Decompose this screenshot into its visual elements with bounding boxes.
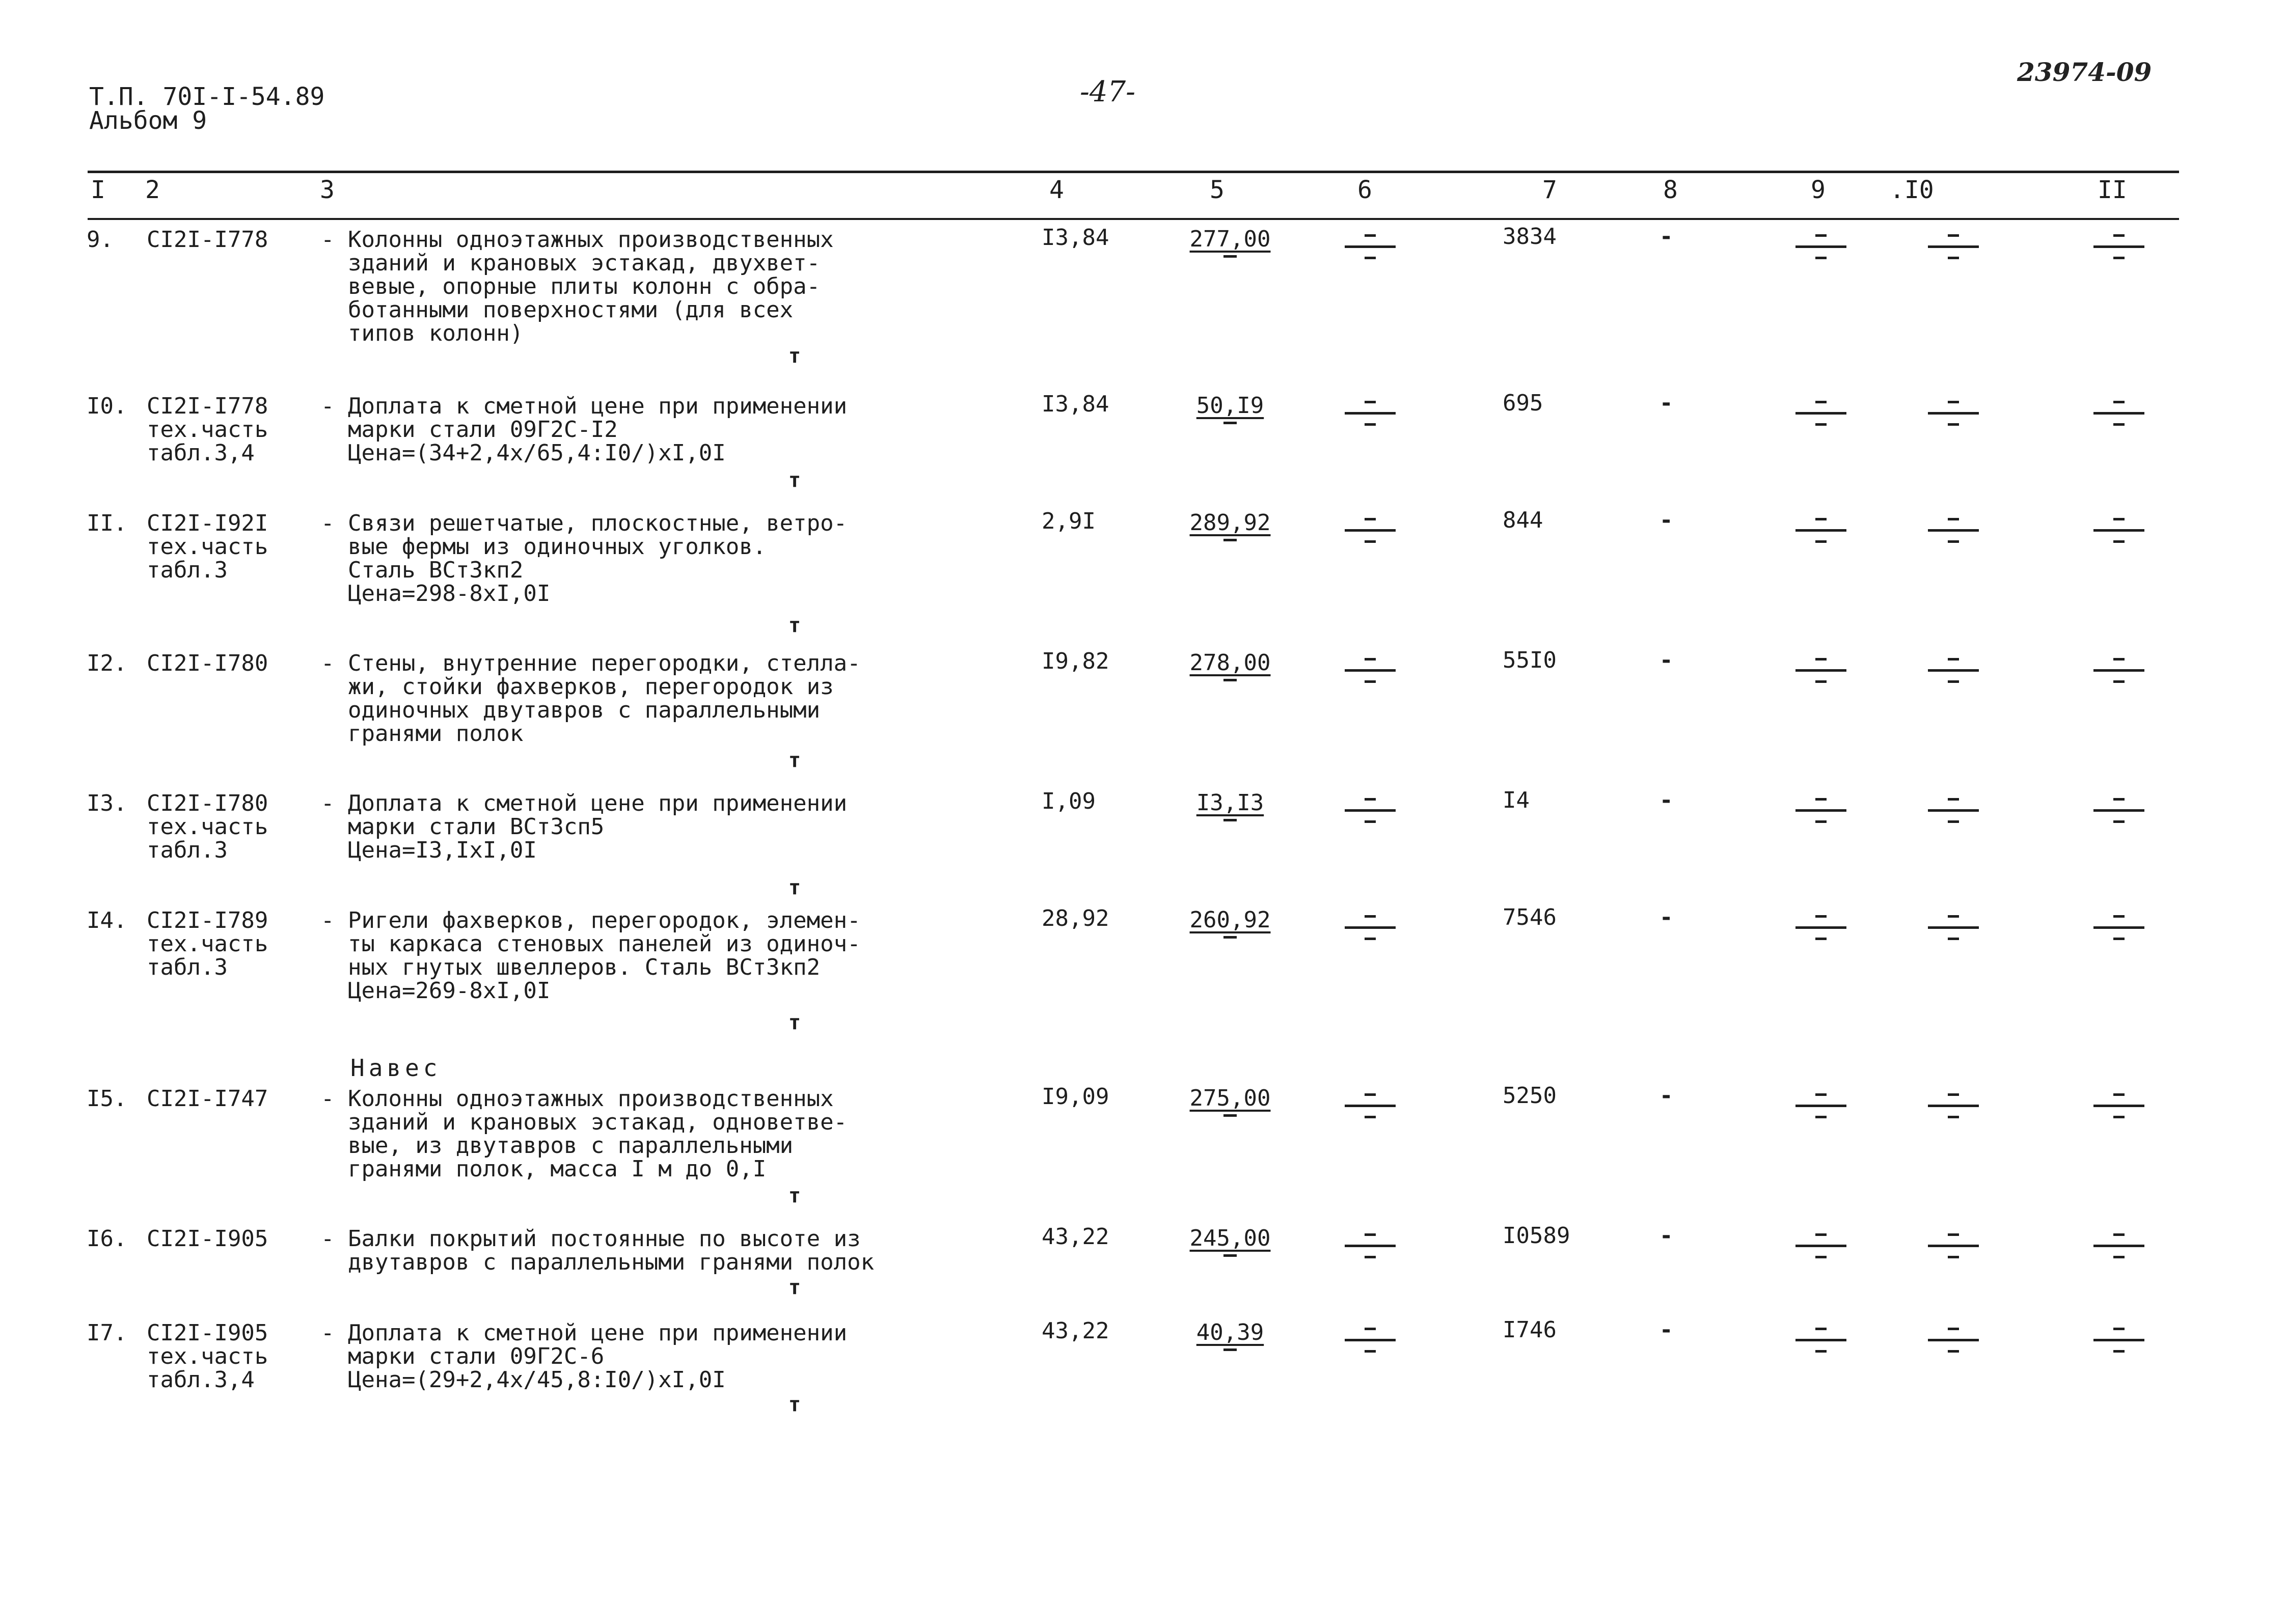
row-description: - Доплата к сметной цене при применении марки стали 09Г2С-I2 Цена=(34+2,4х/65,4:I0/)хI,0I <box>321 393 848 466</box>
row-col7: I4 <box>1503 787 1530 813</box>
divide-sign-icon <box>1928 1091 1979 1127</box>
row-col5-price <box>1177 393 1284 424</box>
divide-sign-icon <box>2093 232 2144 268</box>
column-header: 7 <box>1542 176 1557 204</box>
row-col8: - <box>1659 224 1673 250</box>
row-code: CI2I-I780 <box>147 650 268 676</box>
row-col5-value: 245,00 <box>1189 1225 1271 1251</box>
divide-sign-icon <box>1795 1326 1846 1361</box>
row-col8: - <box>1659 1083 1673 1109</box>
divide-sign-icon <box>1928 656 1979 692</box>
column-header: 8 <box>1663 176 1678 204</box>
divide-sign-icon <box>2093 1231 2144 1267</box>
row-col4: I9,82 <box>1042 648 1109 674</box>
row-col5-price <box>1177 907 1284 939</box>
row-number: I4. <box>87 907 127 933</box>
divide-sign-icon <box>1795 516 1846 552</box>
divide-sign-icon <box>1345 1326 1396 1361</box>
column-header: 6 <box>1357 176 1372 204</box>
column-header: 4 <box>1049 176 1064 204</box>
divide-sign-icon <box>1795 1091 1846 1127</box>
price-dash <box>1223 1114 1237 1117</box>
row-unit-mark: т <box>788 749 801 772</box>
row-code: CI2I-I778 тех.часть табл.3,4 <box>147 393 268 466</box>
price-dash <box>1223 679 1237 681</box>
row-col5-value: 275,00 <box>1189 1085 1271 1111</box>
row-description: - Колонны одноэтажных производственных зданий и крановых эстакад, одноветве- вые, из двутавров с параллельными гранями полок, масса I м до 0,I <box>321 1086 848 1182</box>
doc-code: Т.П. 70I-I-54.89 <box>89 82 325 111</box>
row-description: - Ригели фахверков, перегородок, элемен- ты каркаса стеновых панелей из одиноч- ных гнутых швеллеров. Сталь ВСт3кп2 Цена=269-8хI,0I <box>321 907 861 1004</box>
divide-sign-icon <box>1928 516 1979 552</box>
row-description: - Доплата к сметной цене при применении марки стали ВСт3сп5 Цена=I3,IхI,0I <box>321 790 848 863</box>
divide-sign-icon <box>1795 399 1846 434</box>
row-description: - Стены, внутренние перегородки, стелла- жи, стойки фахверков, перегородок из одиночных двутавров с параллельными гранями полок <box>321 650 861 747</box>
row-unit-mark: т <box>788 1184 801 1207</box>
divide-sign-icon <box>1345 656 1396 692</box>
divide-sign-icon <box>1795 1231 1846 1267</box>
row-unit-mark: т <box>788 469 801 492</box>
row-unit-mark: т <box>788 1393 801 1416</box>
archive-stamp: 23974-09 <box>2017 57 2152 87</box>
divide-sign-icon <box>2093 516 2144 552</box>
row-col8: - <box>1659 507 1673 533</box>
row-col8: - <box>1659 787 1673 813</box>
row-number: I3. <box>87 790 127 816</box>
row-col5-value: 289,92 <box>1189 510 1271 536</box>
row-col5-value: 277,00 <box>1189 226 1271 252</box>
divide-sign-icon <box>2093 656 2144 692</box>
row-code: CI2I-I747 <box>147 1086 268 1112</box>
table-header-rule <box>88 218 2179 220</box>
row-description: - Доплата к сметной цене при применении марки стали 09Г2С-6 Цена=(29+2,4х/45,8:I0/)хI,0I <box>321 1320 848 1393</box>
row-col8: - <box>1659 390 1673 416</box>
row-description: - Связи решетчатые, плоскостные, ветро- вые фермы из одиночных уголков. Сталь ВСт3кп2 Цена=298-8хI,0I <box>321 510 848 607</box>
row-col5-value: 50,I9 <box>1196 393 1264 419</box>
row-number: I2. <box>87 650 127 676</box>
row-code: CI2I-I789 тех.часть табл.3 <box>147 907 268 980</box>
divide-sign-icon <box>1928 1326 1979 1361</box>
row-col5-price <box>1177 1085 1284 1117</box>
divide-sign-icon <box>2093 796 2144 832</box>
row-col7: 3834 <box>1503 224 1557 250</box>
divide-sign-icon <box>1345 232 1396 268</box>
column-header: 9 <box>1811 176 1826 204</box>
row-unit-mark: т <box>788 344 801 368</box>
price-dash <box>1223 1348 1237 1351</box>
row-col5-price <box>1177 226 1284 258</box>
row-col7: 844 <box>1503 507 1543 533</box>
divide-sign-icon <box>1345 516 1396 552</box>
price-dash <box>1223 255 1237 258</box>
row-col4: 43,22 <box>1042 1318 1109 1344</box>
divide-sign-icon <box>1345 913 1396 949</box>
row-col7: 7546 <box>1503 904 1557 930</box>
album-label: Альбом 9 <box>89 106 207 135</box>
divide-sign-icon <box>1345 1231 1396 1267</box>
row-code: CI2I-I778 <box>147 227 268 253</box>
row-col4: I9,09 <box>1042 1084 1109 1110</box>
row-col5-value: I3,I3 <box>1196 790 1264 816</box>
price-dash <box>1223 422 1237 424</box>
row-col5-value: 40,39 <box>1196 1319 1264 1345</box>
divide-sign-icon <box>1795 913 1846 949</box>
row-col5-price <box>1177 790 1284 821</box>
price-dash <box>1223 539 1237 541</box>
row-col4: 43,22 <box>1042 1224 1109 1250</box>
row-number: I0. <box>87 393 127 419</box>
row-col8: - <box>1659 904 1673 930</box>
row-code: CI2I-I780 тех.часть табл.3 <box>147 790 268 863</box>
row-col8: - <box>1659 1223 1673 1249</box>
row-col7: 55I0 <box>1503 647 1557 673</box>
price-dash <box>1223 819 1237 821</box>
row-unit-mark: т <box>788 876 801 899</box>
divide-sign-icon <box>1928 399 1979 434</box>
row-code: CI2I-I905 <box>147 1226 268 1252</box>
column-header: 2 <box>145 176 160 204</box>
divide-sign-icon <box>1928 1231 1979 1267</box>
column-header: I <box>91 176 105 204</box>
row-col7: 695 <box>1503 390 1543 416</box>
row-col7: I746 <box>1503 1317 1557 1343</box>
divide-sign-icon <box>1795 232 1846 268</box>
row-number: I7. <box>87 1320 127 1346</box>
row-description: - Балки покрытий постоянные по высоте из двутавров с параллельными гранями полок <box>321 1226 875 1275</box>
divide-sign-icon <box>1345 399 1396 434</box>
row-col4: 2,9I <box>1042 508 1096 534</box>
divide-sign-icon <box>1928 913 1979 949</box>
row-col4: 28,92 <box>1042 905 1109 931</box>
section-heading: Навес <box>350 1054 442 1082</box>
row-description: - Колонны одноэтажных производственных зданий и крановых эстакад, двухвет- вевые, опорные плиты колонн с обра- ботанными поверхностями (для всех типов колонн) <box>321 227 834 346</box>
column-header: .I0 <box>1890 176 1934 204</box>
divide-sign-icon <box>1795 796 1846 832</box>
table-top-rule <box>88 171 2179 173</box>
row-col4: I,09 <box>1042 788 1096 814</box>
row-number: II. <box>87 510 127 536</box>
divide-sign-icon <box>1795 656 1846 692</box>
row-number: I6. <box>87 1226 127 1252</box>
price-dash <box>1223 936 1237 939</box>
row-col7: 5250 <box>1503 1083 1557 1109</box>
row-col8: - <box>1659 1317 1673 1343</box>
divide-sign-icon <box>2093 913 2144 949</box>
row-col4: I3,84 <box>1042 225 1109 251</box>
row-col5-price <box>1177 1319 1284 1351</box>
row-col4: I3,84 <box>1042 391 1109 417</box>
row-col5-price <box>1177 650 1284 681</box>
divide-sign-icon <box>1345 796 1396 832</box>
divide-sign-icon <box>1928 232 1979 268</box>
divide-sign-icon <box>2093 399 2144 434</box>
row-col5-value: 260,92 <box>1189 907 1271 933</box>
price-dash <box>1223 1254 1237 1257</box>
row-code: CI2I-I92I тех.часть табл.3 <box>147 510 268 583</box>
row-unit-mark: т <box>788 614 801 637</box>
column-header: 5 <box>1210 176 1224 204</box>
divide-sign-icon <box>1928 796 1979 832</box>
divide-sign-icon <box>1345 1091 1396 1127</box>
row-unit-mark: т <box>788 1276 801 1299</box>
divide-sign-icon <box>2093 1326 2144 1361</box>
row-number: 9. <box>87 227 114 253</box>
page-number: -47- <box>1080 75 1136 108</box>
column-header: 3 <box>320 176 335 204</box>
divide-sign-icon <box>2093 1091 2144 1127</box>
row-col8: - <box>1659 647 1673 673</box>
row-number: I5. <box>87 1086 127 1112</box>
row-col5-price <box>1177 1225 1284 1257</box>
row-col5-value: 278,00 <box>1189 650 1271 676</box>
row-code: CI2I-I905 тех.часть табл.3,4 <box>147 1320 268 1393</box>
column-header: II <box>2098 176 2127 204</box>
row-col5-price <box>1177 510 1284 541</box>
row-col7: I0589 <box>1503 1223 1570 1249</box>
row-unit-mark: т <box>788 1011 801 1034</box>
